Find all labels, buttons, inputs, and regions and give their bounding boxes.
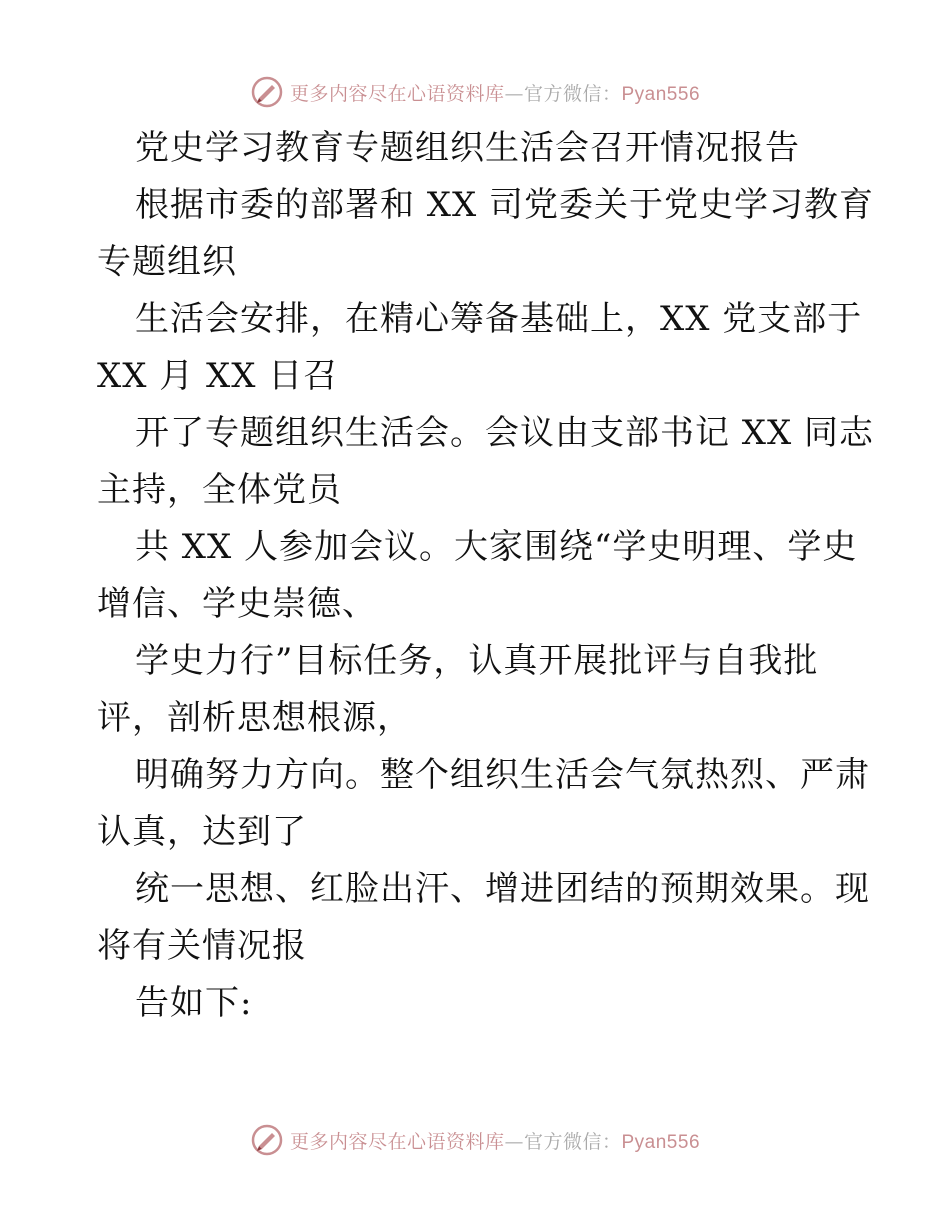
watermark-separator: — xyxy=(504,1130,524,1153)
watermark-footer xyxy=(0,1120,950,1160)
paragraph-line: 增信、学史崇德、 xyxy=(97,584,377,624)
paragraph-line: 主持，全体党员 xyxy=(97,470,342,510)
watermark-separator: — xyxy=(504,82,524,105)
watermark-wechat-id: Pyan556 xyxy=(621,83,701,105)
watermark-brand: 更多内容尽在心语资料库 xyxy=(289,1130,505,1153)
paragraph-line: 统一思想、红脸出汗、增进团结的预期效果。现 xyxy=(135,869,870,909)
watermark-wechat-label: 官方微信： xyxy=(523,1130,622,1153)
pen-logo-icon xyxy=(250,1123,284,1157)
watermark-text xyxy=(290,1127,700,1154)
watermark-brand: 更多内容尽在心语资料库 xyxy=(289,82,505,105)
paragraph-line: 将有关情况报 xyxy=(97,926,307,966)
paragraph-line: 告如下: xyxy=(135,983,253,1023)
document-title: 党史学习教育专题组织生活会召开情况报告 xyxy=(135,128,800,168)
paragraph-line: 专题组织 xyxy=(97,242,237,282)
pen-logo-icon xyxy=(250,75,284,109)
paragraph-line: 开了专题组织生活会。会议由支部书记 XX 同志 xyxy=(135,413,875,453)
paragraph-line: 生活会安排，在精心筹备基础上，XX 党支部于 xyxy=(135,299,863,339)
document-body xyxy=(97,120,875,1032)
watermark-header xyxy=(0,72,950,112)
watermark-wechat-id: Pyan556 xyxy=(621,1131,701,1153)
paragraph-line: XX 月 XX 日召 xyxy=(97,356,339,396)
paragraph-line: 评，剖析思想根源， xyxy=(97,698,412,738)
watermark-text xyxy=(290,79,700,106)
paragraph-line: 共 XX 人参加会议。大家围绕“学史明理、学史 xyxy=(135,527,858,567)
watermark-wechat-label: 官方微信： xyxy=(523,82,622,105)
paragraph-line: 明确努力方向。整个组织生活会气氛热烈、严肃 xyxy=(135,755,870,795)
paragraph-line: 根据市委的部署和 XX 司党委关于党史学习教育 xyxy=(135,185,875,225)
paragraph-line: 认真，达到了 xyxy=(97,812,307,852)
paragraph-line: 学史力行”目标任务，认真开展批评与自我批 xyxy=(135,641,819,681)
